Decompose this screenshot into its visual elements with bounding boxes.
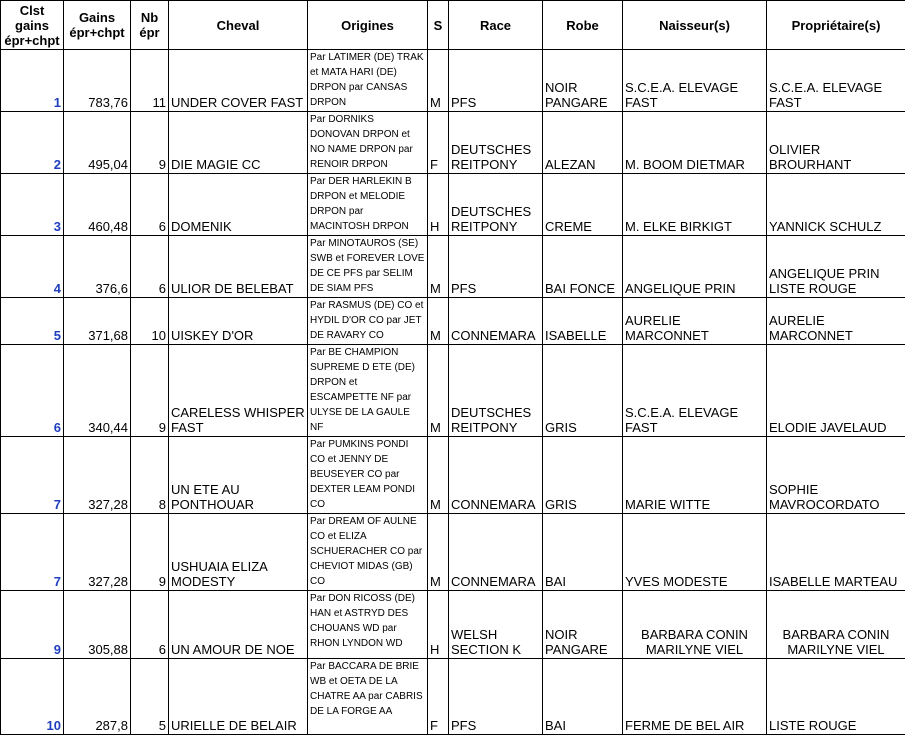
cell-origines: Par PUMKINS PONDI CO et JENNY DE BEUSEYER CO par DEXTER LEAM PONDI CO bbox=[308, 437, 428, 514]
cell-sexe: M bbox=[428, 345, 449, 437]
table-row bbox=[1, 174, 905, 236]
cell-nb: 5 bbox=[131, 659, 169, 735]
header-clst: Clst gains épr+chpt bbox=[1, 1, 64, 50]
cell-origines: Par DON RICOSS (DE) HAN et ASTRYD DES CHOUANS WD par RHON LYNDON WD bbox=[308, 591, 428, 659]
cell-robe: NOIR PANGARE bbox=[543, 591, 623, 659]
cell-nb: 6 bbox=[131, 591, 169, 659]
cell-race: PFS bbox=[449, 659, 543, 735]
cell-naisseur: M. BOOM DIETMAR bbox=[623, 112, 767, 174]
cell-race: DEUTSCHES REITPONY bbox=[449, 174, 543, 236]
cell-sexe: H bbox=[428, 591, 449, 659]
cell-naisseur: ANGELIQUE PRIN bbox=[623, 236, 767, 298]
cell-naisseur: M. ELKE BIRKIGT bbox=[623, 174, 767, 236]
header-robe: Robe bbox=[543, 1, 623, 50]
cell-sexe: F bbox=[428, 659, 449, 735]
cell-sexe: M bbox=[428, 298, 449, 345]
cell-origines: Par DORNIKS DONOVAN DRPON et NO NAME DRPON par RENOIR DRPON bbox=[308, 112, 428, 174]
cell-proprietaire: BARBARA CONIN MARILYNE VIEL bbox=[767, 591, 905, 659]
cell-gains: 305,88 bbox=[64, 591, 131, 659]
cell-cheval: ULIOR DE BELEBAT bbox=[169, 236, 308, 298]
table-row bbox=[1, 659, 905, 735]
cell-sexe: H bbox=[428, 174, 449, 236]
cell-cheval: UISKEY D'OR bbox=[169, 298, 308, 345]
table-row bbox=[1, 437, 905, 514]
cell-gains: 287,8 bbox=[64, 659, 131, 735]
cell-robe: CREME bbox=[543, 174, 623, 236]
cell-race: PFS bbox=[449, 50, 543, 112]
cell-robe: ISABELLE bbox=[543, 298, 623, 345]
cell-origines: Par RASMUS (DE) CO et HYDIL D'OR CO par JET DE RAVARY CO bbox=[308, 298, 428, 345]
cell-race: DEUTSCHES REITPONY bbox=[449, 345, 543, 437]
cell-clst: 5 bbox=[1, 298, 64, 345]
cell-origines: Par BE CHAMPION SUPREME D ETE (DE) DRPON et ESCAMPETTE NF par ULYSE DE LA GAULE NF bbox=[308, 345, 428, 437]
cell-clst: 7 bbox=[1, 437, 64, 514]
cell-gains: 327,28 bbox=[64, 514, 131, 591]
cell-proprietaire: SOPHIE MAVROCORDATO bbox=[767, 437, 905, 514]
cell-gains: 327,28 bbox=[64, 437, 131, 514]
cell-cheval: USHUAIA ELIZA MODESTY bbox=[169, 514, 308, 591]
cell-origines: Par DER HARLEKIN B DRPON et MELODIE DRPON par MACINTOSH DRPON bbox=[308, 174, 428, 236]
cell-proprietaire: LISTE ROUGE bbox=[767, 659, 905, 735]
cell-origines: Par DREAM OF AULNE CO et ELIZA SCHUERACHER CO par CHEVIOT MIDAS (GB) CO bbox=[308, 514, 428, 591]
cell-proprietaire: S.C.E.A. ELEVAGE FAST bbox=[767, 50, 905, 112]
cell-clst: 7 bbox=[1, 514, 64, 591]
cell-sexe: M bbox=[428, 514, 449, 591]
cell-proprietaire: AURELIE MARCONNET bbox=[767, 298, 905, 345]
cell-nb: 6 bbox=[131, 174, 169, 236]
cell-origines: Par LATIMER (DE) TRAK et MATA HARI (DE) DRPON par CANSAS DRPON bbox=[308, 50, 428, 112]
cell-gains: 376,6 bbox=[64, 236, 131, 298]
header-race: Race bbox=[449, 1, 543, 50]
cell-sexe: M bbox=[428, 236, 449, 298]
cell-clst: 10 bbox=[1, 659, 64, 735]
cell-robe: BAI FONCE bbox=[543, 236, 623, 298]
cell-proprietaire: YANNICK SCHULZ bbox=[767, 174, 905, 236]
cell-gains: 371,68 bbox=[64, 298, 131, 345]
table-row bbox=[1, 236, 905, 298]
cell-nb: 8 bbox=[131, 437, 169, 514]
header-naisseur: Naisseur(s) bbox=[623, 1, 767, 50]
cell-naisseur: FERME DE BEL AIR bbox=[623, 659, 767, 735]
cell-naisseur: BARBARA CONIN MARILYNE VIEL bbox=[623, 591, 767, 659]
cell-robe: ALEZAN bbox=[543, 112, 623, 174]
table-row bbox=[1, 298, 905, 345]
cell-sexe: M bbox=[428, 50, 449, 112]
cell-clst: 9 bbox=[1, 591, 64, 659]
cell-naisseur: S.C.E.A. ELEVAGE FAST bbox=[623, 345, 767, 437]
cell-nb: 9 bbox=[131, 514, 169, 591]
cell-gains: 340,44 bbox=[64, 345, 131, 437]
cell-gains: 783,76 bbox=[64, 50, 131, 112]
cell-robe: GRIS bbox=[543, 437, 623, 514]
cell-cheval: CARELESS WHISPER FAST bbox=[169, 345, 308, 437]
table-row bbox=[1, 591, 905, 659]
cell-robe: BAI bbox=[543, 514, 623, 591]
cell-gains: 460,48 bbox=[64, 174, 131, 236]
cell-sexe: F bbox=[428, 112, 449, 174]
cell-nb: 9 bbox=[131, 345, 169, 437]
cell-race: PFS bbox=[449, 236, 543, 298]
cell-naisseur: AURELIE MARCONNET bbox=[623, 298, 767, 345]
cell-robe: GRIS bbox=[543, 345, 623, 437]
header-nb: Nb épr bbox=[131, 1, 169, 50]
cell-nb: 9 bbox=[131, 112, 169, 174]
header-sexe: S bbox=[428, 1, 449, 50]
header-proprietaire: Propriétaire(s) bbox=[767, 1, 905, 50]
table-row bbox=[1, 514, 905, 591]
cell-race: WELSH SECTION K bbox=[449, 591, 543, 659]
cell-cheval: DIE MAGIE CC bbox=[169, 112, 308, 174]
cell-clst: 3 bbox=[1, 174, 64, 236]
table-row bbox=[1, 50, 905, 112]
cell-nb: 10 bbox=[131, 298, 169, 345]
cell-nb: 6 bbox=[131, 236, 169, 298]
cell-proprietaire: ELODIE JAVELAUD bbox=[767, 345, 905, 437]
cell-clst: 4 bbox=[1, 236, 64, 298]
cell-clst: 1 bbox=[1, 50, 64, 112]
cell-origines: Par MINOTAUROS (SE) SWB et FOREVER LOVE DE CE PFS par SELIM DE SIAM PFS bbox=[308, 236, 428, 298]
cell-naisseur: MARIE WITTE bbox=[623, 437, 767, 514]
cell-proprietaire: ISABELLE MARTEAU bbox=[767, 514, 905, 591]
header-row bbox=[1, 1, 905, 50]
cell-cheval: UN AMOUR DE NOE bbox=[169, 591, 308, 659]
cell-race: CONNEMARA bbox=[449, 437, 543, 514]
header-cheval: Cheval bbox=[169, 1, 308, 50]
cell-gains: 495,04 bbox=[64, 112, 131, 174]
cell-naisseur: YVES MODESTE bbox=[623, 514, 767, 591]
header-gains: Gains épr+chpt bbox=[64, 1, 131, 50]
cell-proprietaire: ANGELIQUE PRIN LISTE ROUGE bbox=[767, 236, 905, 298]
header-origines: Origines bbox=[308, 1, 428, 50]
cell-clst: 6 bbox=[1, 345, 64, 437]
cell-nb: 11 bbox=[131, 50, 169, 112]
cell-origines: Par BACCARA DE BRIE WB et OETA DE LA CHATRE AA par CABRIS DE LA FORGE AA bbox=[308, 659, 428, 735]
cell-robe: NOIR PANGARE bbox=[543, 50, 623, 112]
cell-race: CONNEMARA bbox=[449, 514, 543, 591]
cell-cheval: DOMENIK bbox=[169, 174, 308, 236]
cell-clst: 2 bbox=[1, 112, 64, 174]
table-row bbox=[1, 112, 905, 174]
cell-cheval: UN ETE AU PONTHOUAR bbox=[169, 437, 308, 514]
table-row bbox=[1, 345, 905, 437]
cell-race: CONNEMARA bbox=[449, 298, 543, 345]
cell-race: DEUTSCHES REITPONY bbox=[449, 112, 543, 174]
cell-cheval: UNDER COVER FAST bbox=[169, 50, 308, 112]
cell-robe: BAI bbox=[543, 659, 623, 735]
cell-naisseur: S.C.E.A. ELEVAGE FAST bbox=[623, 50, 767, 112]
cell-proprietaire: OLIVIER BROURHANT bbox=[767, 112, 905, 174]
cell-cheval: URIELLE DE BELAIR bbox=[169, 659, 308, 735]
cell-sexe: M bbox=[428, 437, 449, 514]
